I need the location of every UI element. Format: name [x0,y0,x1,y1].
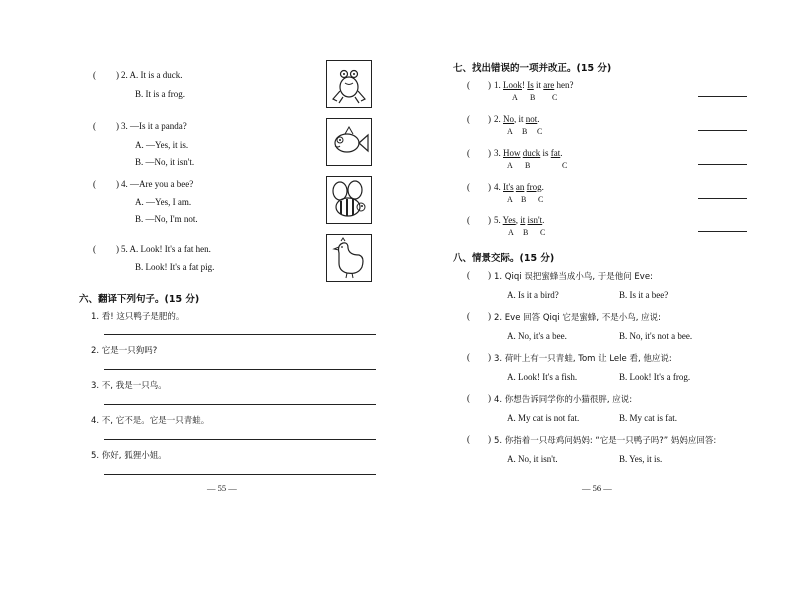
answer-paren-open: ( [467,393,470,403]
section-7-title: 七、找出错误的一项并改正。(15 分) [453,63,612,74]
underlined-segment: isn't [527,215,543,225]
underlined-segment: duck [522,148,541,158]
frog-picture [326,60,372,108]
underlined-segment: are [543,80,555,90]
answer-paren-open: ( [93,70,96,80]
text-segment: is [540,148,551,158]
text-segment: . [560,148,563,158]
hen-icon [327,235,371,281]
question-stem: 2. Eve 回答 Qiqi 它是蜜蜂, 不是小鸟, 应说: [494,313,662,323]
answer-paren-open: ( [467,352,470,362]
hen-picture [326,234,372,282]
text-segment: . [542,215,545,225]
underlined-segment: Yes [502,215,516,225]
question-text: 5. Yes, it isn't. [494,215,545,225]
option-letter-a: A [507,195,513,204]
answer-paren-open: ( [467,114,470,124]
text-segment: , [515,215,521,225]
option-b: B. Look! It's a fat pig. [135,262,215,272]
question-stem: 5. A. Look! It's a fat hen. [121,244,211,254]
answer-paren-close: ) [488,270,491,280]
page-number: — 56 — [582,483,612,493]
question-text: 3. How duck is fat. [494,148,563,158]
underlined-segment: not [525,114,538,124]
option-letter-b: B [521,195,527,204]
text-segment: . [537,114,540,124]
question-stem: 2. A. It is a duck. [121,70,183,80]
answer-paren-open: ( [93,121,96,131]
option-letter-b: B [522,127,528,136]
question-stem: 3. 荷叶上有一只青蛙, Tom 让 Lele 看, 他应说: [494,354,672,364]
option-a: A. No, it isn't. [507,454,558,464]
option-a: A. —Yes, I am. [135,197,192,207]
underlined-segment: frog [526,182,542,192]
section-6-title: 六、翻译下列句子。(15 分) [79,294,200,305]
underlined-segment: Look [503,80,522,90]
option-a: A. —Yes, it is. [135,140,189,150]
option-letter-c: C [552,93,558,102]
underlined-segment: it [520,215,526,225]
option-b: B. No, it's not a bee. [619,331,693,341]
answer-paren-close: ) [116,121,119,131]
underlined-segment: an [515,182,525,192]
option-letter-c: C [537,127,543,136]
question-text: 4. It's an frog. [494,182,544,192]
option-letter-c: C [538,195,544,204]
answer-paren-open: ( [93,244,96,254]
answer-paren-open: ( [467,434,470,444]
option-b: B. —No, I'm not. [135,214,198,224]
answer-paren-close: ) [488,393,491,403]
correction-line [698,164,747,165]
option-b: B. Yes, it is. [619,454,663,464]
option-b: B. —No, it isn't. [135,157,195,167]
option-letter-b: B [523,228,529,237]
correction-line [698,231,747,232]
option-letter-a: A [507,127,513,136]
underlined-segment: fat [550,148,561,158]
option-letter-a: A [512,93,518,102]
option-letter-c: C [562,161,568,170]
option-b: B. Look! It's a frog. [619,372,691,382]
option-a: A. Look! It's a fish. [507,372,578,382]
fish-picture [326,118,372,166]
option-a: A. My cat is not fat. [507,413,580,423]
option-letter-b: B [530,93,536,102]
question-stem: 1. Qiqi 误把蜜蜂当成小鸟, 于是他问 Eve: [494,272,653,282]
answer-paren-open: ( [467,80,470,90]
answer-paren-open: ( [467,148,470,158]
answer-line [104,474,376,475]
question-stem: 4. —Are you a bee? [121,179,194,189]
answer-line [104,404,376,405]
text-segment: it [533,80,544,90]
answer-paren-close: ) [488,114,491,124]
translate-item-4: 4. 不, 它不是。它是一只青蛙。 [91,416,210,426]
answer-paren-close: ) [488,352,491,362]
question-stem: 3. —Is it a panda? [121,121,187,131]
answer-paren-open: ( [467,270,470,280]
translate-item-2: 2. 它是一只狗吗? [91,346,158,356]
correction-line [698,96,747,97]
answer-paren-open: ( [467,215,470,225]
answer-paren-close: ) [488,215,491,225]
question-stem: 5. 你指着一只母鸡问妈妈: “它是一只鸭子吗?” 妈妈应回答: [494,436,717,446]
answer-paren-open: ( [93,179,96,189]
option-a: A. Is it a bird? [507,290,559,300]
frog-icon [327,61,371,107]
text-segment: . [541,182,544,192]
option-letter-a: A [508,228,514,237]
answer-line [104,334,376,335]
question-text: 2. No, it not. [494,114,540,124]
answer-paren-open: ( [467,311,470,321]
question-stem: 4. 你想告诉同学你的小猫很胖, 应说: [494,395,633,405]
option-b: B. My cat is fat. [619,413,677,423]
correction-line [698,130,747,131]
bee-picture [326,176,372,224]
option-letter-c: C [540,228,546,237]
fish-icon [327,119,371,165]
question-text: 1. Look! Is it are hen? [494,80,574,90]
answer-paren-close: ) [116,179,119,189]
text-segment: ! [522,80,528,90]
translate-item-5: 5. 你好, 狐狸小姐。 [91,451,167,461]
answer-line [104,369,376,370]
translate-item-3: 3. 不, 我是一只鸟。 [91,381,167,391]
option-b: B. Is it a bee? [619,290,669,300]
answer-paren-close: ) [488,148,491,158]
text-segment: , it [514,114,526,124]
underlined-segment: Is [527,80,534,90]
answer-line [104,439,376,440]
answer-paren-open: ( [467,182,470,192]
answer-paren-close: ) [116,70,119,80]
translate-item-1: 1. 看! 这只鸭子是肥的。 [91,312,185,322]
option-letter-b: B [525,161,531,170]
answer-paren-close: ) [116,244,119,254]
page-number: — 55 — [207,483,237,493]
option-a: A. No, it's a bee. [507,331,567,341]
section-8-title: 八、情景交际。(15 分) [453,253,555,264]
answer-paren-close: ) [488,311,491,321]
correction-line [698,198,747,199]
bee-icon [327,177,371,223]
underlined-segment: How [503,148,521,158]
option-b: B. It is a frog. [135,89,185,99]
answer-paren-close: ) [488,182,491,192]
underlined-segment: It's [503,182,514,192]
option-letter-a: A [507,161,513,170]
underlined-segment: No [503,114,514,124]
answer-paren-close: ) [488,434,491,444]
answer-paren-close: ) [488,80,491,90]
text-segment: hen? [554,80,574,90]
